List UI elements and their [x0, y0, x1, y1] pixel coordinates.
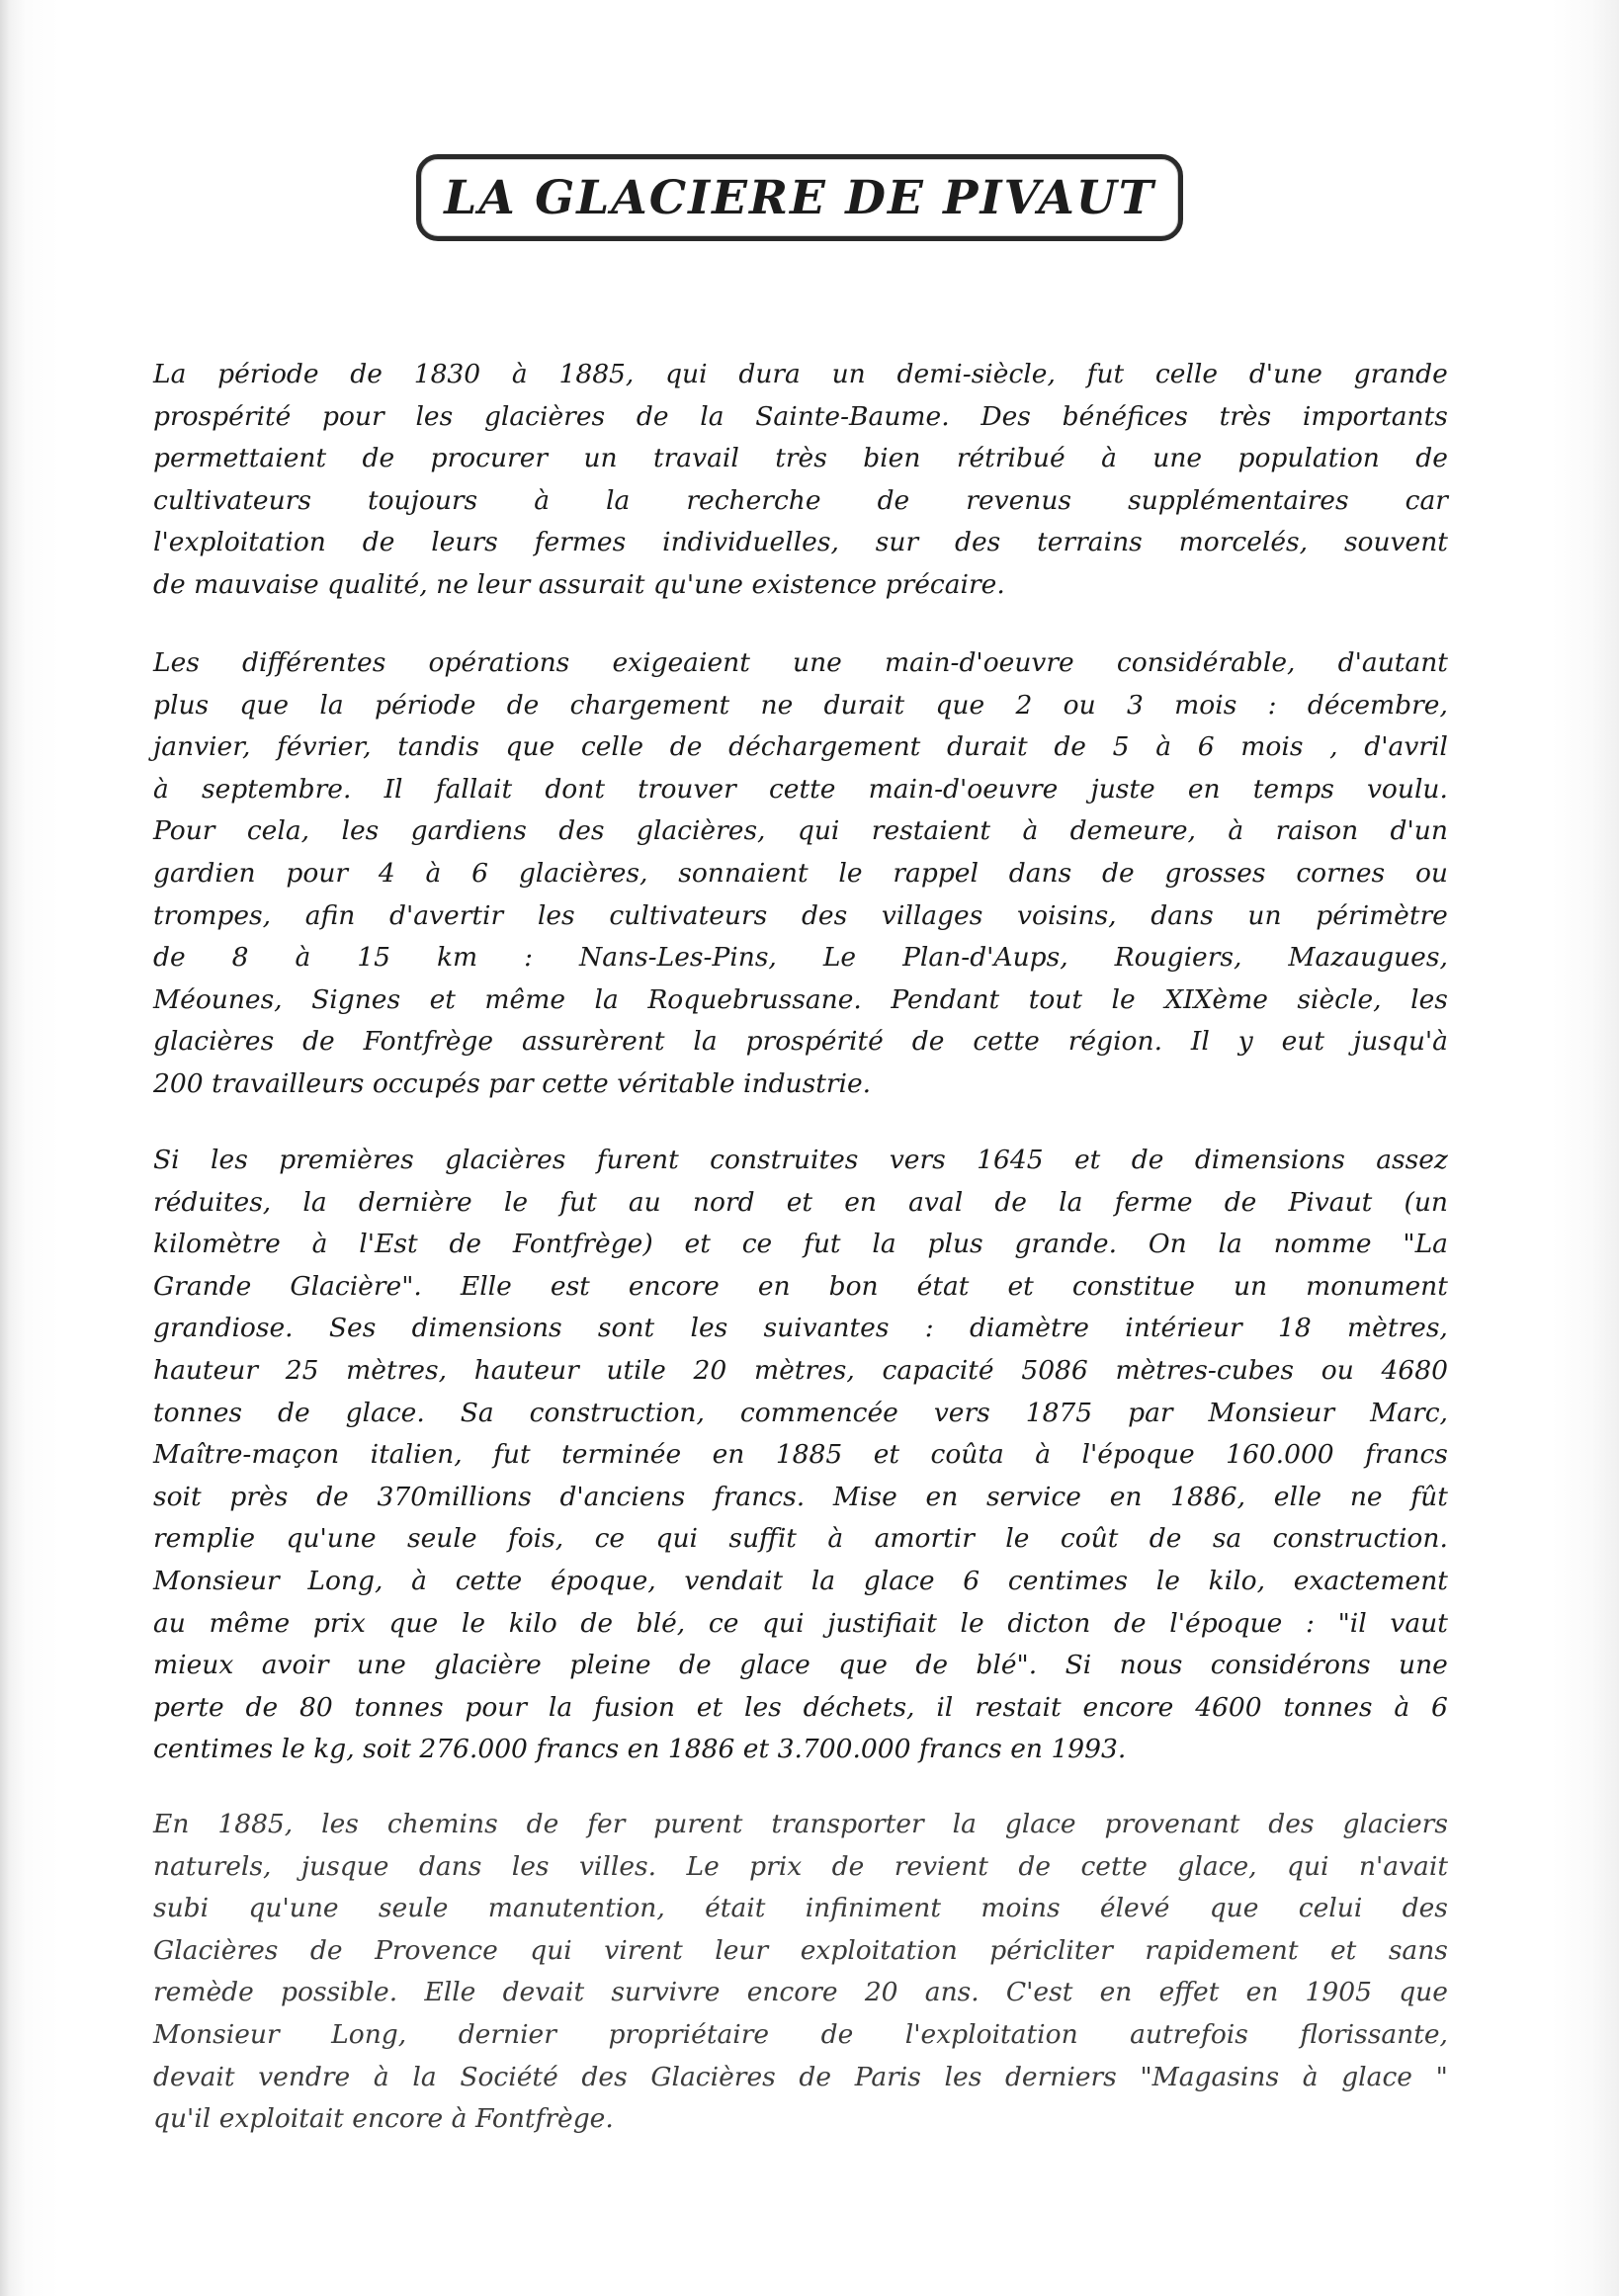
text-line: Monsieur Long, à cette époque, vendait la glace 6 centimes le kilo, exactement: [153, 1565, 1448, 1596]
text-line: devait vendre à la Société des Glacières de Paris les derniers "Magasins à glace ": [153, 2061, 1448, 2092]
text-line: hauteur 25 mètres, hauteur utile 20 mètres, capacité 5086 mètres-cubes ou 4680: [153, 1354, 1448, 1386]
text-line: de mauvaise qualité, ne leur assurait qu'une existence précaire.: [153, 568, 1005, 600]
text-line: l'exploitation de leurs fermes individuelles, sur des terrains morcelés, souvent: [153, 527, 1448, 558]
page-title: LA GLACIERE DE PIVAUT: [444, 170, 1155, 225]
text-line: cultivateurs toujours à la recherche de revenus supplémentaires car: [153, 484, 1448, 516]
paragraph-4: [153, 1804, 1448, 2141]
text-line: prospérité pour les glacières de la Sainte-Baume. Des bénéfices très importants: [153, 400, 1448, 432]
text-line: tonnes de glace. Sa construction, commencée vers 1875 par Monsieur Marc,: [153, 1397, 1448, 1428]
text-line: Glacières de Provence qui virent leur exploitation péricliter rapidement et sans: [153, 1934, 1448, 1966]
text-line: Les différentes opérations exigeaient une main-d'oeuvre considérable, d'autant: [153, 647, 1448, 678]
text-line: janvier, février, tandis que celle de déchargement durait de 5 à 6 mois , d'avril: [153, 731, 1448, 763]
text-line: Maître-maçon italien, fut terminée en 1885 et coûta à l'époque 160.000 francs: [153, 1439, 1448, 1471]
text-line: à septembre. Il fallait dont trouver cette main-d'oeuvre juste en temps voulu.: [153, 773, 1448, 805]
text-line: qu'il exploitait encore à Fontfrège.: [153, 2103, 614, 2135]
text-line: soit près de 370millions d'anciens francs. Mise en service en 1886, elle ne fût: [153, 1481, 1448, 1512]
text-line: plus que la période de chargement ne durait que 2 ou 3 mois : décembre,: [153, 689, 1448, 721]
paragraph-3: [153, 1140, 1448, 1771]
text-line: La période de 1830 à 1885, qui dura un demi-siècle, fut celle d'une grande: [153, 359, 1448, 389]
text-line: au même prix que le kilo de blé, ce qui justifiait le dicton de l'époque : "il vaut: [153, 1607, 1448, 1639]
text-line: naturels, jusque dans les villes. Le prix de revient de cette glace, qui n'avait: [153, 1850, 1448, 1882]
text-line: Grande Glacière". Elle est encore en bon état et constitue un monument: [153, 1270, 1448, 1302]
text-line: gardien pour 4 à 6 glacières, sonnaient le rappel dans de grosses cornes ou: [153, 857, 1448, 889]
title-frame: [416, 154, 1183, 241]
text-line: centimes le kg, soit 276.000 francs en 1886 et 3.700.000 francs en 1993.: [153, 1734, 1127, 1765]
text-line: grandiose. Ses dimensions sont les suivantes : diamètre intérieur 18 mètres,: [153, 1313, 1448, 1344]
text-line: glacières de Fontfrège assurèrent la prospérité de cette région. Il y eut jusqu'à: [153, 1026, 1448, 1058]
text-line: En 1885, les chemins de fer purent transporter la glace provenant des glaciers: [153, 1809, 1448, 1839]
text-line: remplie qu'une seule fois, ce qui suffit à amortir le coût de sa construction.: [153, 1523, 1448, 1555]
text-line: permettaient de procurer un travail très bien rétribué à une population de: [153, 443, 1448, 474]
text-line: kilomètre à l'Est de Fontfrège) et ce fut la plus grande. On la nomme "La: [153, 1229, 1448, 1260]
paragraph-1: [153, 354, 1448, 607]
text-line: subi qu'une seule manutention, était infiniment moins élevé que celui des: [153, 1893, 1448, 1924]
text-line: mieux avoir une glacière pleine de glace que de blé". Si nous considérons une: [153, 1650, 1448, 1681]
text-line: remède possible. Elle devait survivre encore 20 ans. C'est en effet en 1905 que: [153, 1977, 1448, 2008]
text-line: perte de 80 tonnes pour la fusion et les déchets, il restait encore 4600 tonnes à 6: [153, 1691, 1448, 1723]
text-line: Si les premières glacières furent construites vers 1645 et de dimensions assez: [153, 1145, 1448, 1175]
paragraph-2: [153, 642, 1448, 1106]
text-line: de 8 à 15 km : Nans-Les-Pins, Le Plan-d'Aups, Rougiers, Mazaugues,: [153, 942, 1448, 974]
text-line: 200 travailleurs occupés par cette véritable industrie.: [153, 1067, 872, 1099]
text-line: Monsieur Long, dernier propriétaire de l'exploitation autrefois florissante,: [153, 2018, 1448, 2050]
text-line: Méounes, Signes et même la Roquebrussane. Pendant tout le XIXème siècle, les: [153, 983, 1448, 1015]
text-line: trompes, afin d'avertir les cultivateurs des villages voisins, dans un périmètre: [153, 899, 1448, 931]
text-line: réduites, la dernière le fut au nord et en aval de la ferme de Pivaut (un: [153, 1186, 1448, 1218]
text-line: Pour cela, les gardiens des glacières, qui restaient à demeure, à raison d'un: [153, 815, 1448, 847]
